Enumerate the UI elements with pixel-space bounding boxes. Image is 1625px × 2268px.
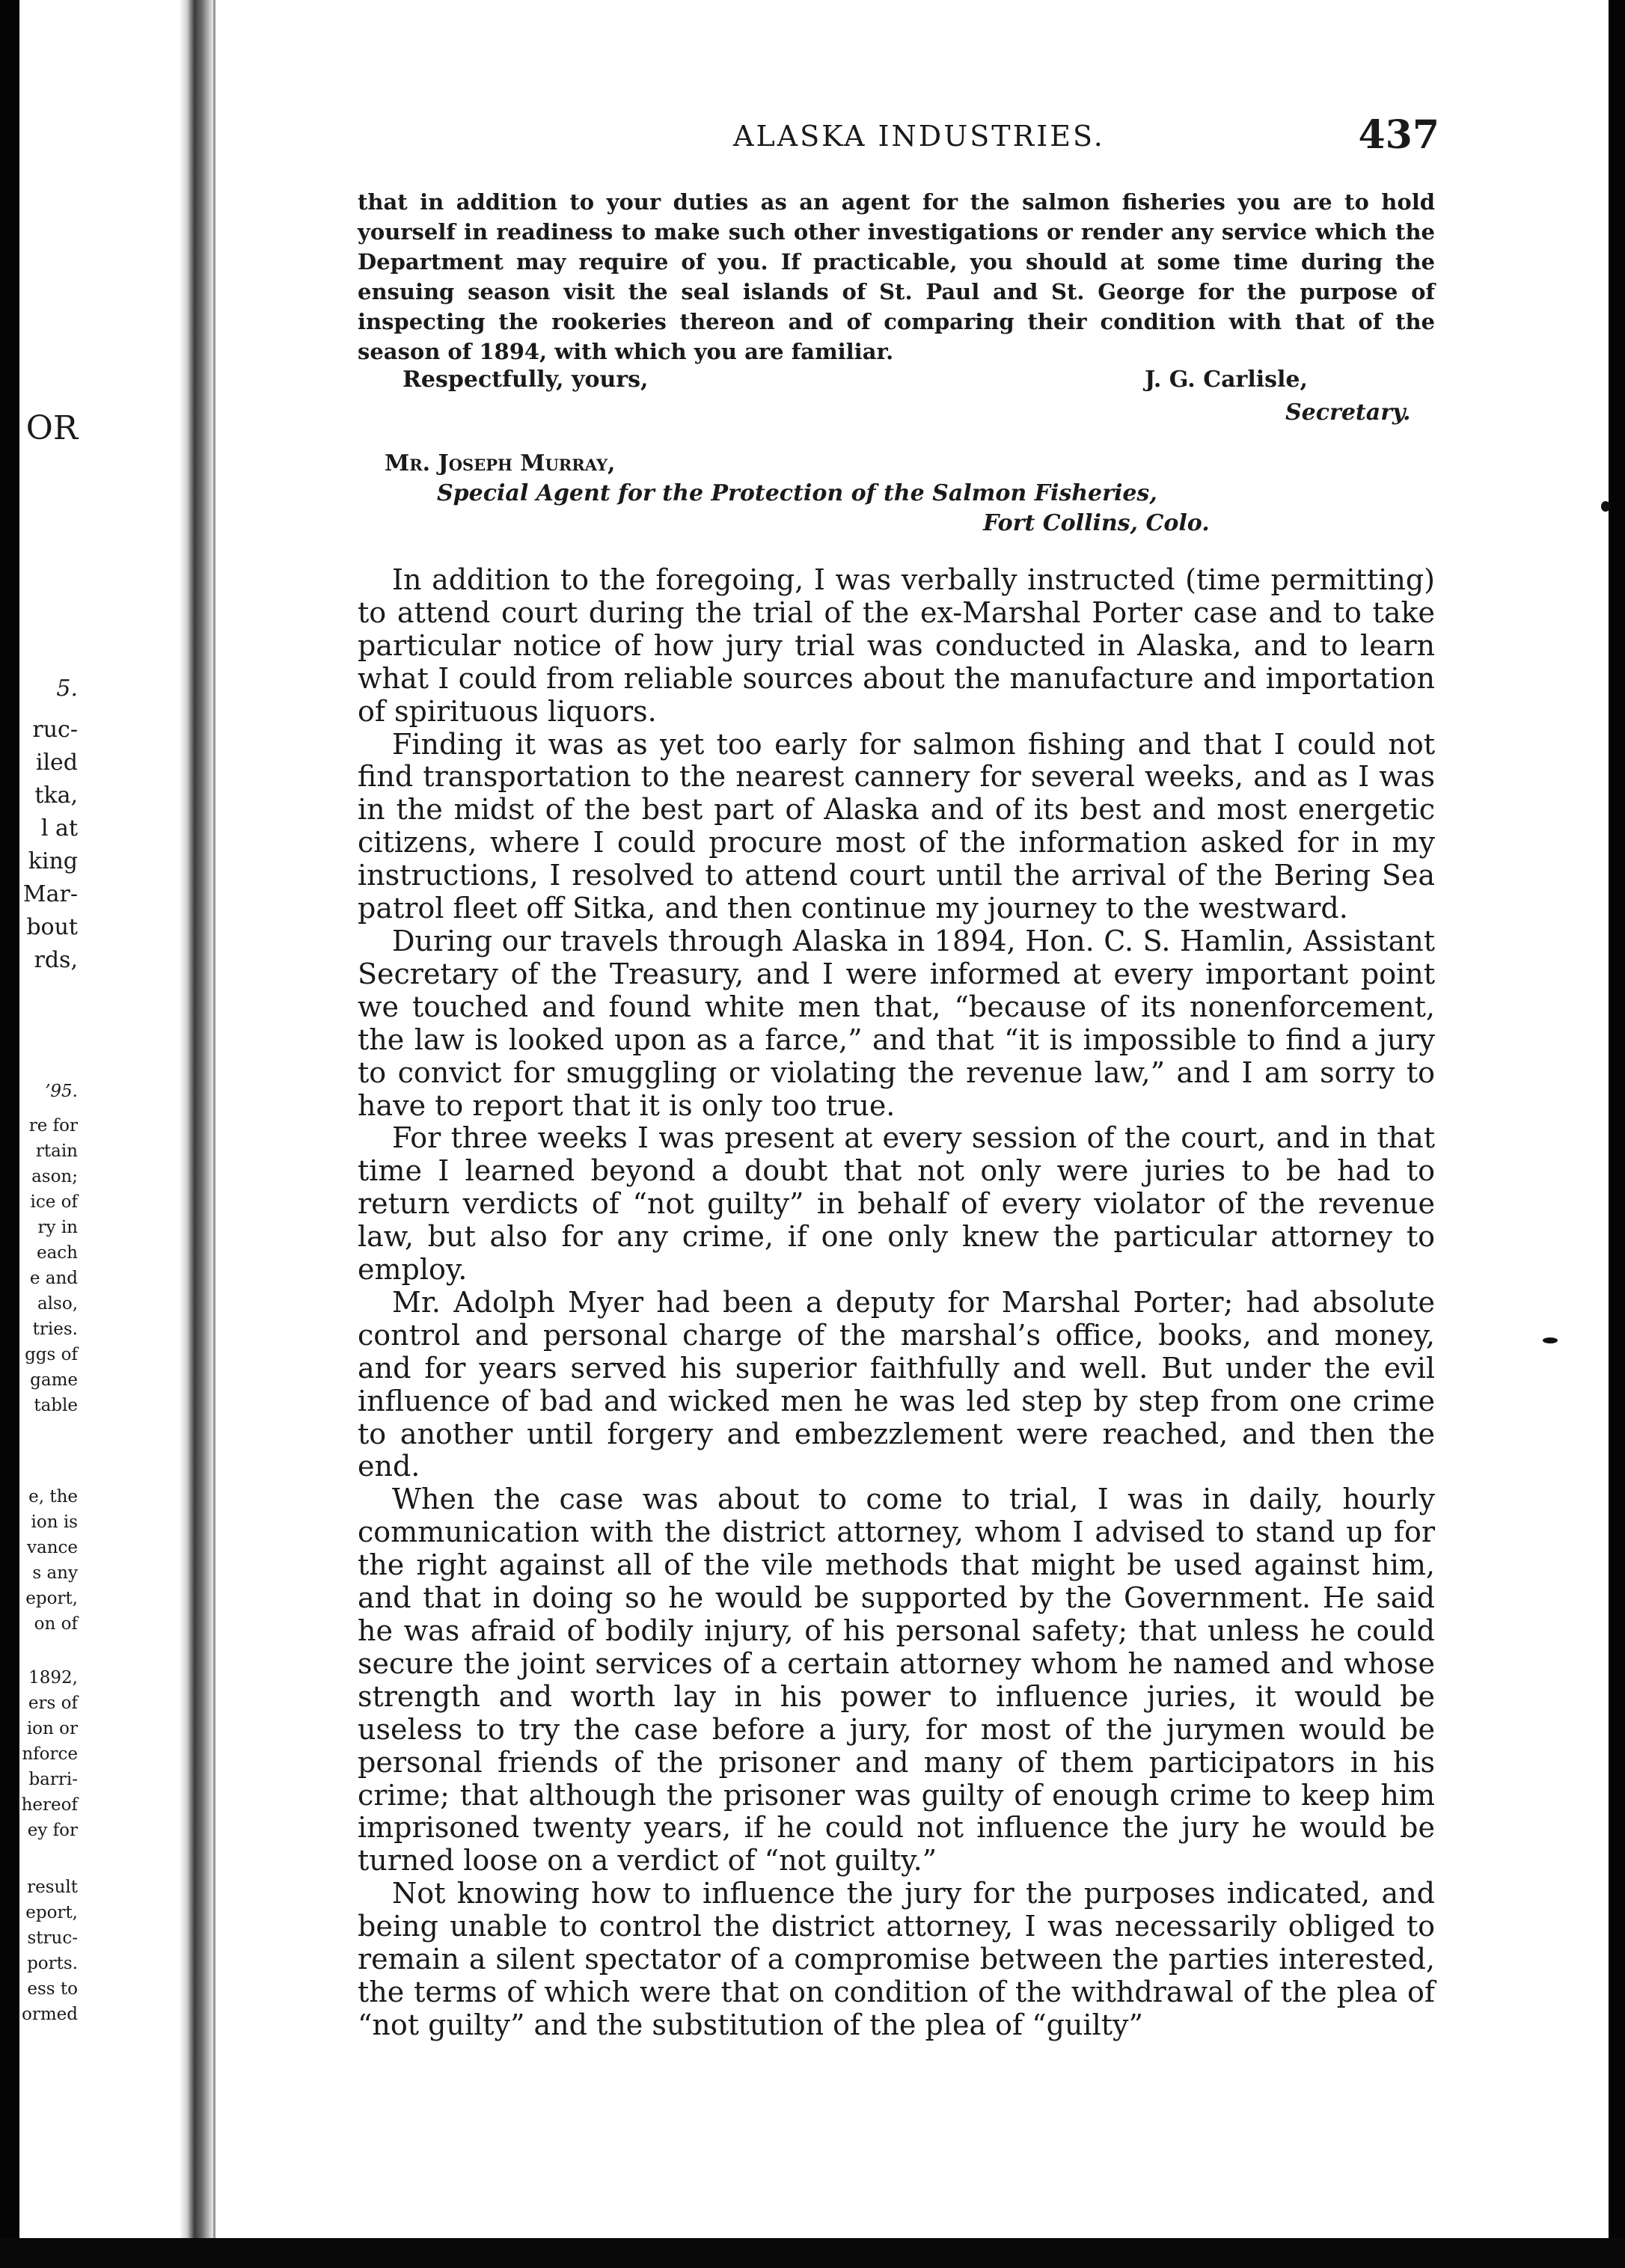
scan-speck [1601, 501, 1610, 512]
margin-fragment: king [28, 848, 78, 874]
paragraph: In addition to the foregoing, I was verbally instructed (time permitting) to attend court during the trial of the ex-Marshal Porter case and to take particular notice of how jury trial was conducted in Alaska, and to learn what I could from reliable sources about the manufacture and importation of spirituous liquors. [358, 563, 1435, 728]
paragraph: For three weeks I was present at every session of the court, and in that time I learned beyond a doubt that not only were juries to be had to return verdicts of “not guilty” in behalf of every violator of the revenue law, but also for any crime, if one only knew the particular attorney to employ. [358, 1121, 1435, 1287]
margin-fragment: tka, [34, 782, 78, 809]
margin-fragment: each [36, 1243, 78, 1263]
margin-fragment: l at [40, 815, 78, 842]
paragraph: Finding it was as yet too early for salmon fishing and that I could not find transportation to the nearest cannery for several weeks, and as I was in the midst of the best part of Alaska and of its best and most energetic citizens, where I could procure most of the information asked for in my instructions, I resolved to attend court until the arrival of the Bering Sea patrol fleet off Sitka, and then continue my journey to the westward. [358, 727, 1435, 925]
paragraph: Not knowing how to influence the jury for the purposes indicated, and being unable to control the district attorney, I was necessarily obliged to remain a silent spectator of a compromise between the parties interested, the terms of which were that on condition of the withdrawal of the plea of “not guilty” and the substitution of the plea of “guilty” [358, 1877, 1435, 2041]
margin-fragment: table [34, 1396, 78, 1415]
closing-salutation: Respectfully, yours, [403, 367, 649, 393]
paragraph: Mr. Adolph Myer had been a deputy for Marshal Porter; had absolute control and personal charge of the marshal’s office, books, and money, and for years served his superior faithfully and well. But under the evil influence of bad and wicked men he was led step by step from one crime to another until forgery and embezzlement were reached, and then the end. [358, 1285, 1435, 1483]
addressee-place: Fort Collins, Colo. [983, 510, 1210, 536]
book-gutter [180, 0, 217, 2238]
margin-fragment: OR [25, 409, 78, 447]
addressee-block [358, 449, 1435, 539]
margin-fragment: ess to [27, 1979, 78, 1999]
margin-fragment: on of [34, 1614, 78, 1634]
scan-border-right [1609, 0, 1625, 2268]
margin-fragment: eport, [25, 1903, 78, 1922]
margin-fragment: ion or [26, 1719, 78, 1738]
margin-fragment: ’95. [45, 1082, 78, 1101]
margin-fragment: ion is [31, 1512, 78, 1532]
margin-fragment: also, [37, 1294, 78, 1314]
margin-fragment: ry in [37, 1218, 78, 1237]
margin-fragment: ruc- [32, 717, 78, 743]
margin-fragment: rtain [35, 1141, 78, 1161]
margin-fragment: ers of [28, 1694, 78, 1713]
margin-fragment: 5. [56, 675, 78, 702]
margin-fragment: rds, [34, 947, 78, 973]
facing-page-edge [0, 0, 180, 2238]
margin-fragment: nforce [22, 1744, 78, 1764]
margin-fragment: e and [29, 1269, 78, 1288]
addressee-title: Special Agent for the Protection of the Salmon Fisheries, [437, 480, 1157, 506]
signature: J. G. Carlisle, [1145, 367, 1308, 393]
margin-fragment: ggs of [25, 1345, 78, 1364]
margin-fragment: barri- [28, 1770, 78, 1789]
margin-fragment: ormed [22, 2005, 78, 2024]
paragraph: During our travels through Alaska in 1894, Hon. C. S. Hamlin, Assistant Secretary of the Treasury, and I were informed at every important point we touched and found white men that, “because of its nonenforcement, the law is looked upon as a farce,” and that “it is impossible to find a jury to convict for smuggling or violating the revenue law,” and I am sorry to have to report that it is only too true. [358, 924, 1435, 1122]
letter-text: that in addition to your duties as an agent for the salmon fisheries you are to hold yourself in readiness to make such other investigations or render any service which the Department may require of you. If practicable, you should at some time during the ensuing season visit the seal islands of St. Paul and St. George for the purpose of inspecting the rookeries thereon and of comparing their condition with that of the season of 1894, with which you are familiar. [358, 189, 1435, 364]
scan-speck [1543, 1337, 1558, 1343]
margin-fragment: eport, [25, 1589, 78, 1608]
body-text [358, 564, 1435, 2042]
letter-closing [358, 367, 1435, 399]
margin-fragment: result [27, 1878, 78, 1897]
margin-fragment: game [30, 1370, 78, 1390]
margin-fragment: hereof [21, 1795, 78, 1815]
margin-fragment: 1892, [28, 1668, 78, 1688]
book-fold-line [213, 0, 215, 2238]
running-head [358, 105, 1439, 158]
margin-fragment: ice of [30, 1192, 78, 1212]
margin-fragment: ason; [31, 1167, 78, 1186]
margin-fragment: struc- [27, 1928, 78, 1948]
book-page [358, 105, 1439, 2042]
margin-fragment: ey for [27, 1821, 78, 1840]
header-title: ALASKA INDUSTRIES. [733, 120, 1105, 153]
page-number: 437 [1358, 112, 1439, 158]
margin-fragment: tries. [32, 1320, 78, 1339]
margin-fragment: s any [32, 1563, 78, 1583]
scan-border-bottom [0, 2238, 1625, 2268]
paragraph: When the case was about to come to trial, I was in daily, hourly communication with the district attorney, whom I advised to stand up for the right against all of the vile methods that might be used against him, and that in doing so he would be supported by the Government. He said he was afraid of bodily injury, of his personal safety; that unless he could secure the joint services of a certain attorney whom he named and whose strength and worth lay in his power to influence juries, it would be useless to try the case before a jury, for most of the jurymen would be personal friends of the prisoner and many of them participators in his crime; that although the prisoner was guilty of enough crime to keep him imprisoned twenty years, if he could not influence the jury he would be turned loose on a verdict of “not guilty.” [358, 1483, 1435, 1878]
margin-fragment: iled [35, 750, 78, 776]
margin-fragment: Mar- [22, 881, 78, 907]
margin-fragment: vance [26, 1538, 78, 1557]
margin-fragment: bout [26, 914, 78, 940]
margin-fragment: re for [28, 1116, 78, 1135]
addressee-name: Mr. Joseph Murray, [385, 450, 616, 476]
margin-fragment: ports. [27, 1954, 78, 1973]
signature-title: Secretary. [1285, 399, 1411, 426]
margin-fragment: e, the [28, 1487, 78, 1507]
